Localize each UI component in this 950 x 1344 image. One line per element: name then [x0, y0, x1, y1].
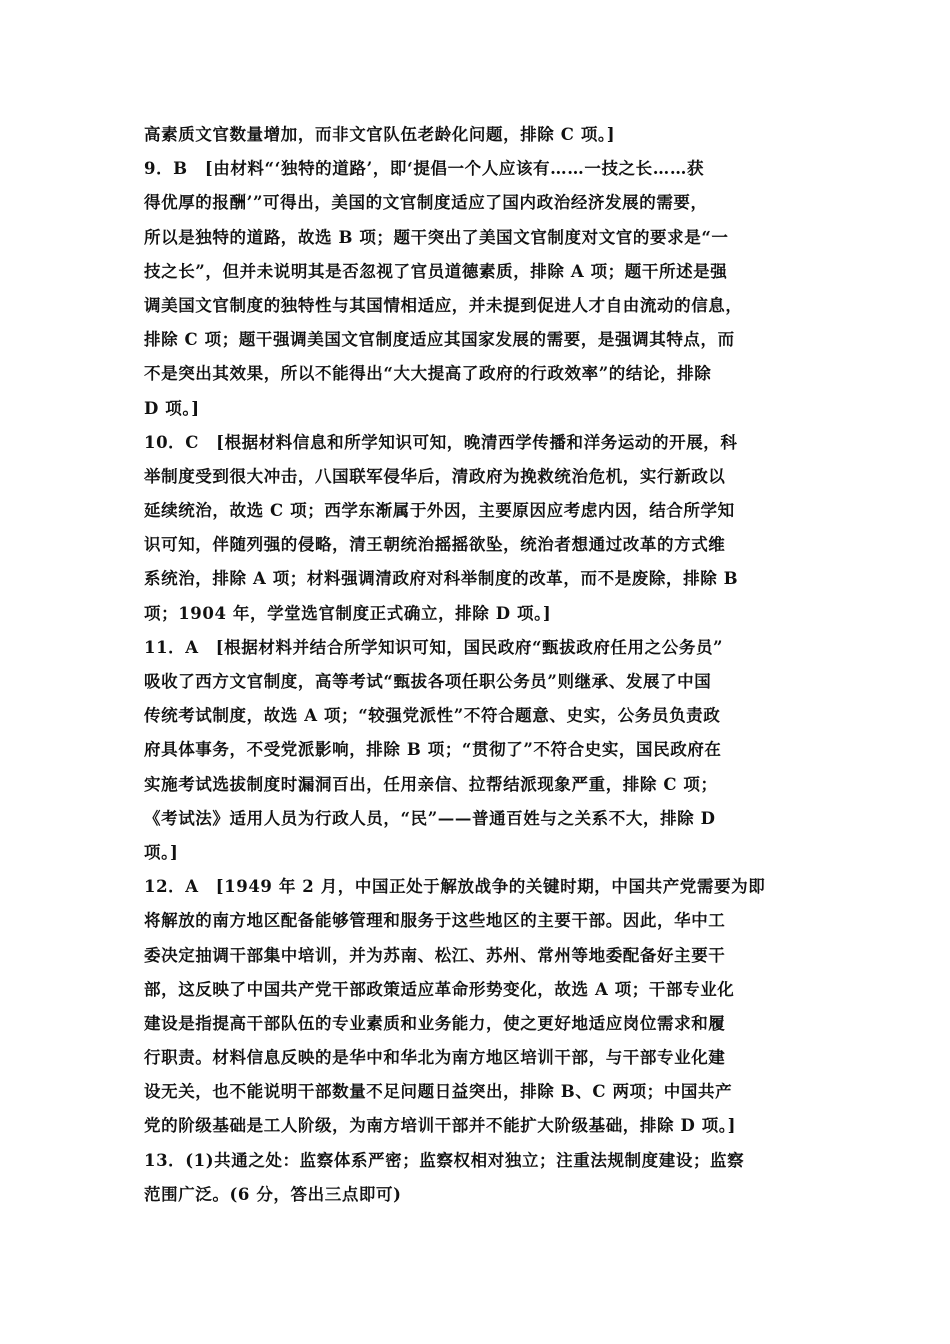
answer-text-page	[144, 118, 812, 1212]
text-line: 《考试法》适用人员为行政人员，“民”——普通百姓与之关系不大，排除 D	[144, 808, 716, 828]
text-line: 10．C [根据材料信息和所学知识可知，晚清西学传播和洋务运动的开展，科	[144, 432, 738, 452]
text-line: 延续统治，故选 C 项；西学东渐属于外因，主要原因应考虑内因，结合所学知	[144, 501, 735, 521]
text-line: 项；1904 年，学堂选官制度正式确立，排除 D 项。]	[144, 603, 552, 623]
text-line: 技之长”，但并未说明其是否忽视了官员道德素质，排除 A 项；题干所述是强	[144, 261, 728, 281]
text-line: 实施考试选拔制度时漏洞百出，任用亲信、拉帮结派现象严重，排除 C 项；	[144, 774, 718, 794]
text-line: 传统考试制度，故选 A 项；“较强党派性”不符合题意、史实，公务员负责政	[144, 706, 721, 726]
text-line: 将解放的南方地区配备能够管理和服务于这些地区的主要干部。因此，华中工	[144, 911, 726, 931]
text-line: 不是突出其效果，所以不能得出“大大提高了政府的行政效率”的结论，排除	[144, 364, 712, 384]
text-line: 委决定抽调干部集中培训，并为苏南、松江、苏州、常州等地委配备好主要干	[144, 945, 726, 965]
text-line: 吸收了西方文官制度，高等考试“甄拔各项任职公务员”则继承、发展了中国	[144, 672, 712, 691]
text-line: 范围广泛。(6 分，答出三点即可)	[144, 1184, 402, 1204]
text-line: 举制度受到很大冲击，八国联军侵华后，清政府为挽救统治危机，实行新政以	[144, 466, 726, 486]
text-line: 13．(1)共通之处：监察体系严密；监察权相对独立；注重法规制度建设；监察	[144, 1150, 745, 1170]
text-line: 12．A [1949 年 2 月，中国正处于解放战争的关键时期，中国共产党需要为即	[144, 877, 766, 897]
text-line: D 项。]	[144, 398, 200, 418]
text-line: 得优厚的报酬’”可得出，美国的文官制度适应了国内政治经济发展的需要，	[144, 193, 708, 213]
text-line: 建设是指提高干部队伍的专业素质和业务能力，使之更好地适应岗位需求和履	[144, 1013, 726, 1033]
text-line: 11．A [根据材料并结合所学知识可知，国民政府“甄拔政府任用之公务员”	[144, 637, 724, 657]
text-line: 项。]	[144, 842, 179, 862]
text-line: 调美国文官制度的独特性与其国情相适应，并未提到促进人才自由流动的信息，	[144, 295, 743, 315]
text-line: 9．B [由材料“‘独特的道路’，即‘提倡一个人应该有……一技之长……获	[144, 159, 705, 179]
text-line: 识可知，伴随列强的侵略，清王朝统治摇摇欲坠，统治者想通过改革的方式维	[144, 535, 726, 555]
text-line: 党的阶级基础是工人阶级，为南方培训干部并不能扩大阶级基础，排除 D 项。]	[144, 1116, 737, 1136]
text-line: 设无关，也不能说明干部数量不足问题日益突出，排除 B、C 两项；中国共产	[144, 1082, 733, 1102]
text-line: 高素质文官数量增加，而非文官队伍老龄化问题，排除 C 项。]	[144, 125, 616, 144]
text-line: 府具体事务，不受党派影响，排除 B 项；“贯彻了”不符合史实，国民政府在	[144, 740, 722, 760]
text-line: 系统治，排除 A 项；材料强调清政府对科举制度的改革，而不是废除，排除 B	[144, 569, 739, 589]
text-line: 所以是独特的道路，故选 B 项；题干突出了美国文官制度对文官的要求是“一	[144, 227, 729, 247]
text-line: 行职责。材料信息反映的是华中和华北为南方地区培训干部，与干部专业化建	[144, 1048, 726, 1068]
text-line: 排除 C 项；题干强调美国文官制度适应其国家发展的需要，是强调其特点，而	[144, 330, 735, 350]
text-line: 部，这反映了中国共产党干部政策适应革命形势变化，故选 A 项；干部专业化	[144, 979, 735, 999]
